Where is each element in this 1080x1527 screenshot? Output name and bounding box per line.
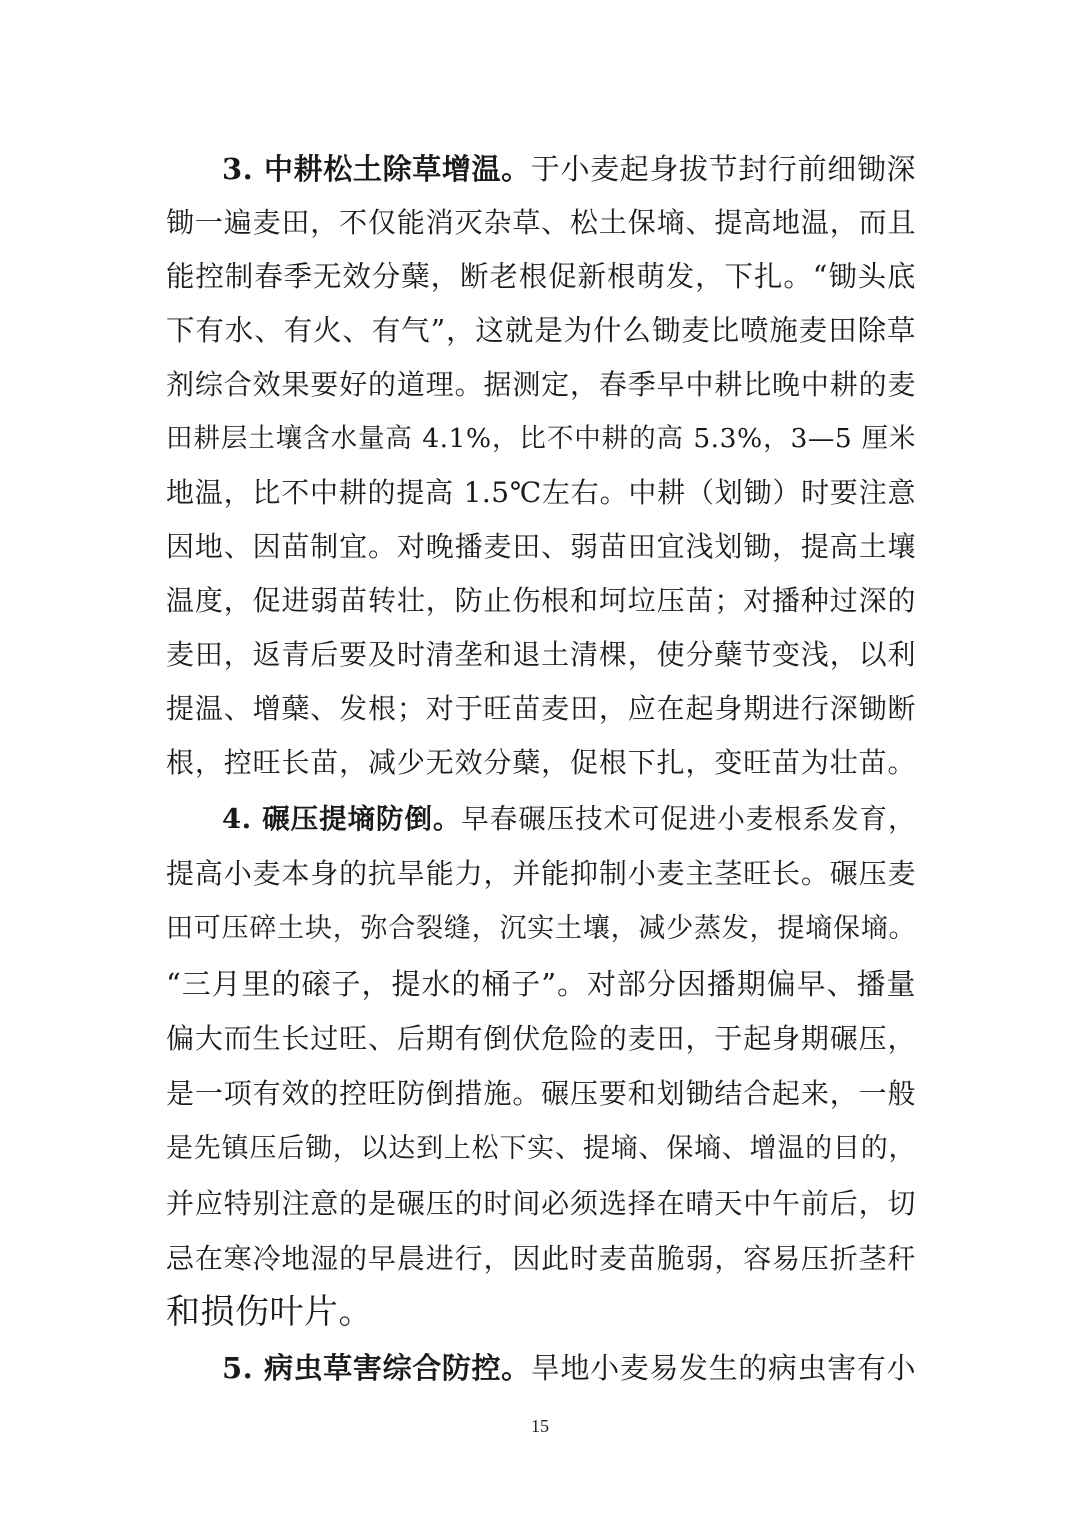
paragraph-line: 偏大而生长过旺、后期有倒伏危险的麦田，于起身期碾压， — [166, 1022, 916, 1055]
paragraph-line: 温度，促进弱苗转壮，防止伤根和坷垃压苗；对播种过深的 — [166, 584, 916, 617]
paragraph-text: 于小麦起身拔节封行前细锄深 — [530, 152, 916, 186]
paragraph-line: 是先镇压后锄，以达到上松下实、提墒、保墒、增温的目的， — [166, 1133, 916, 1164]
paragraph-line: 和损伤叶片。 — [166, 1292, 373, 1332]
paragraph-line: 田耕层土壤含水量高 4.1%，比不中耕的高 5.3%，3—5 厘米 — [166, 423, 916, 454]
paragraph-line: 麦田，返青后要及时清垄和退土清棵，使分蘖节变浅，以利 — [166, 638, 916, 671]
paragraph-line: 根，控旺长苗，减少无效分蘖，促根下扎，变旺苗为壮苗。 — [166, 746, 916, 779]
page-number: 15 — [531, 1416, 549, 1436]
paragraph-text: 旱地小麦易发生的病虫害有小 — [530, 1351, 916, 1385]
paragraph-line: 是一项有效的控旺防倒措施。碾压要和划锄结合起来，一般 — [166, 1077, 916, 1110]
paragraph-line: 忌在寒冷地湿的早晨进行，因此时麦苗脆弱，容易压折茎秆 — [166, 1242, 916, 1275]
section-heading: 5. 病虫草害综合防控。 — [222, 1351, 531, 1385]
paragraph-line: 能控制春季无效分蘖，断老根促新根萌发，下扎。“锄头底 — [166, 260, 916, 293]
paragraph-line — [222, 1340, 916, 1396]
paragraph-text: 早春碾压技术可促进小麦根系发育， — [461, 803, 916, 835]
section-heading: 4. 碾压提墒防倒。 — [222, 803, 462, 835]
section-heading: 3. 中耕松土除草增温。 — [222, 152, 531, 186]
paragraph-line — [222, 141, 916, 197]
paragraph-line — [222, 791, 916, 847]
paragraph-line: 并应特别注意的是碾压的时间必须选择在晴天中午前后，切 — [166, 1187, 916, 1220]
paragraph-line: 因地、因苗制宜。对晚播麦田、弱苗田宜浅划锄，提高土壤 — [166, 530, 916, 563]
paragraph-line: 剂综合效果要好的道理。据测定，春季早中耕比晚中耕的麦 — [166, 368, 916, 401]
paragraph-line: “三月里的磙子，提水的桶子”。对部分因播期偏早、播量 — [166, 967, 916, 1001]
paragraph-line: 地温，比不中耕的提高 1.5℃左右。中耕（划锄）时要注意 — [166, 476, 916, 509]
paragraph-line: 提高小麦本身的抗旱能力，并能抑制小麦主茎旺长。碾压麦 — [166, 857, 916, 890]
paragraph-line: 田可压碎土块，弥合裂缝，沉实土壤，减少蒸发，提墒保墒。 — [166, 913, 916, 944]
paragraph-line: 下有水、有火、有气”，这就是为什么锄麦比喷施麦田除草 — [166, 314, 916, 347]
paragraph-line: 锄一遍麦田，不仅能消灭杂草、松土保墒、提高地温，而且 — [166, 206, 916, 239]
paragraph-line: 提温、增蘖、发根；对于旺苗麦田，应在起身期进行深锄断 — [166, 692, 916, 725]
